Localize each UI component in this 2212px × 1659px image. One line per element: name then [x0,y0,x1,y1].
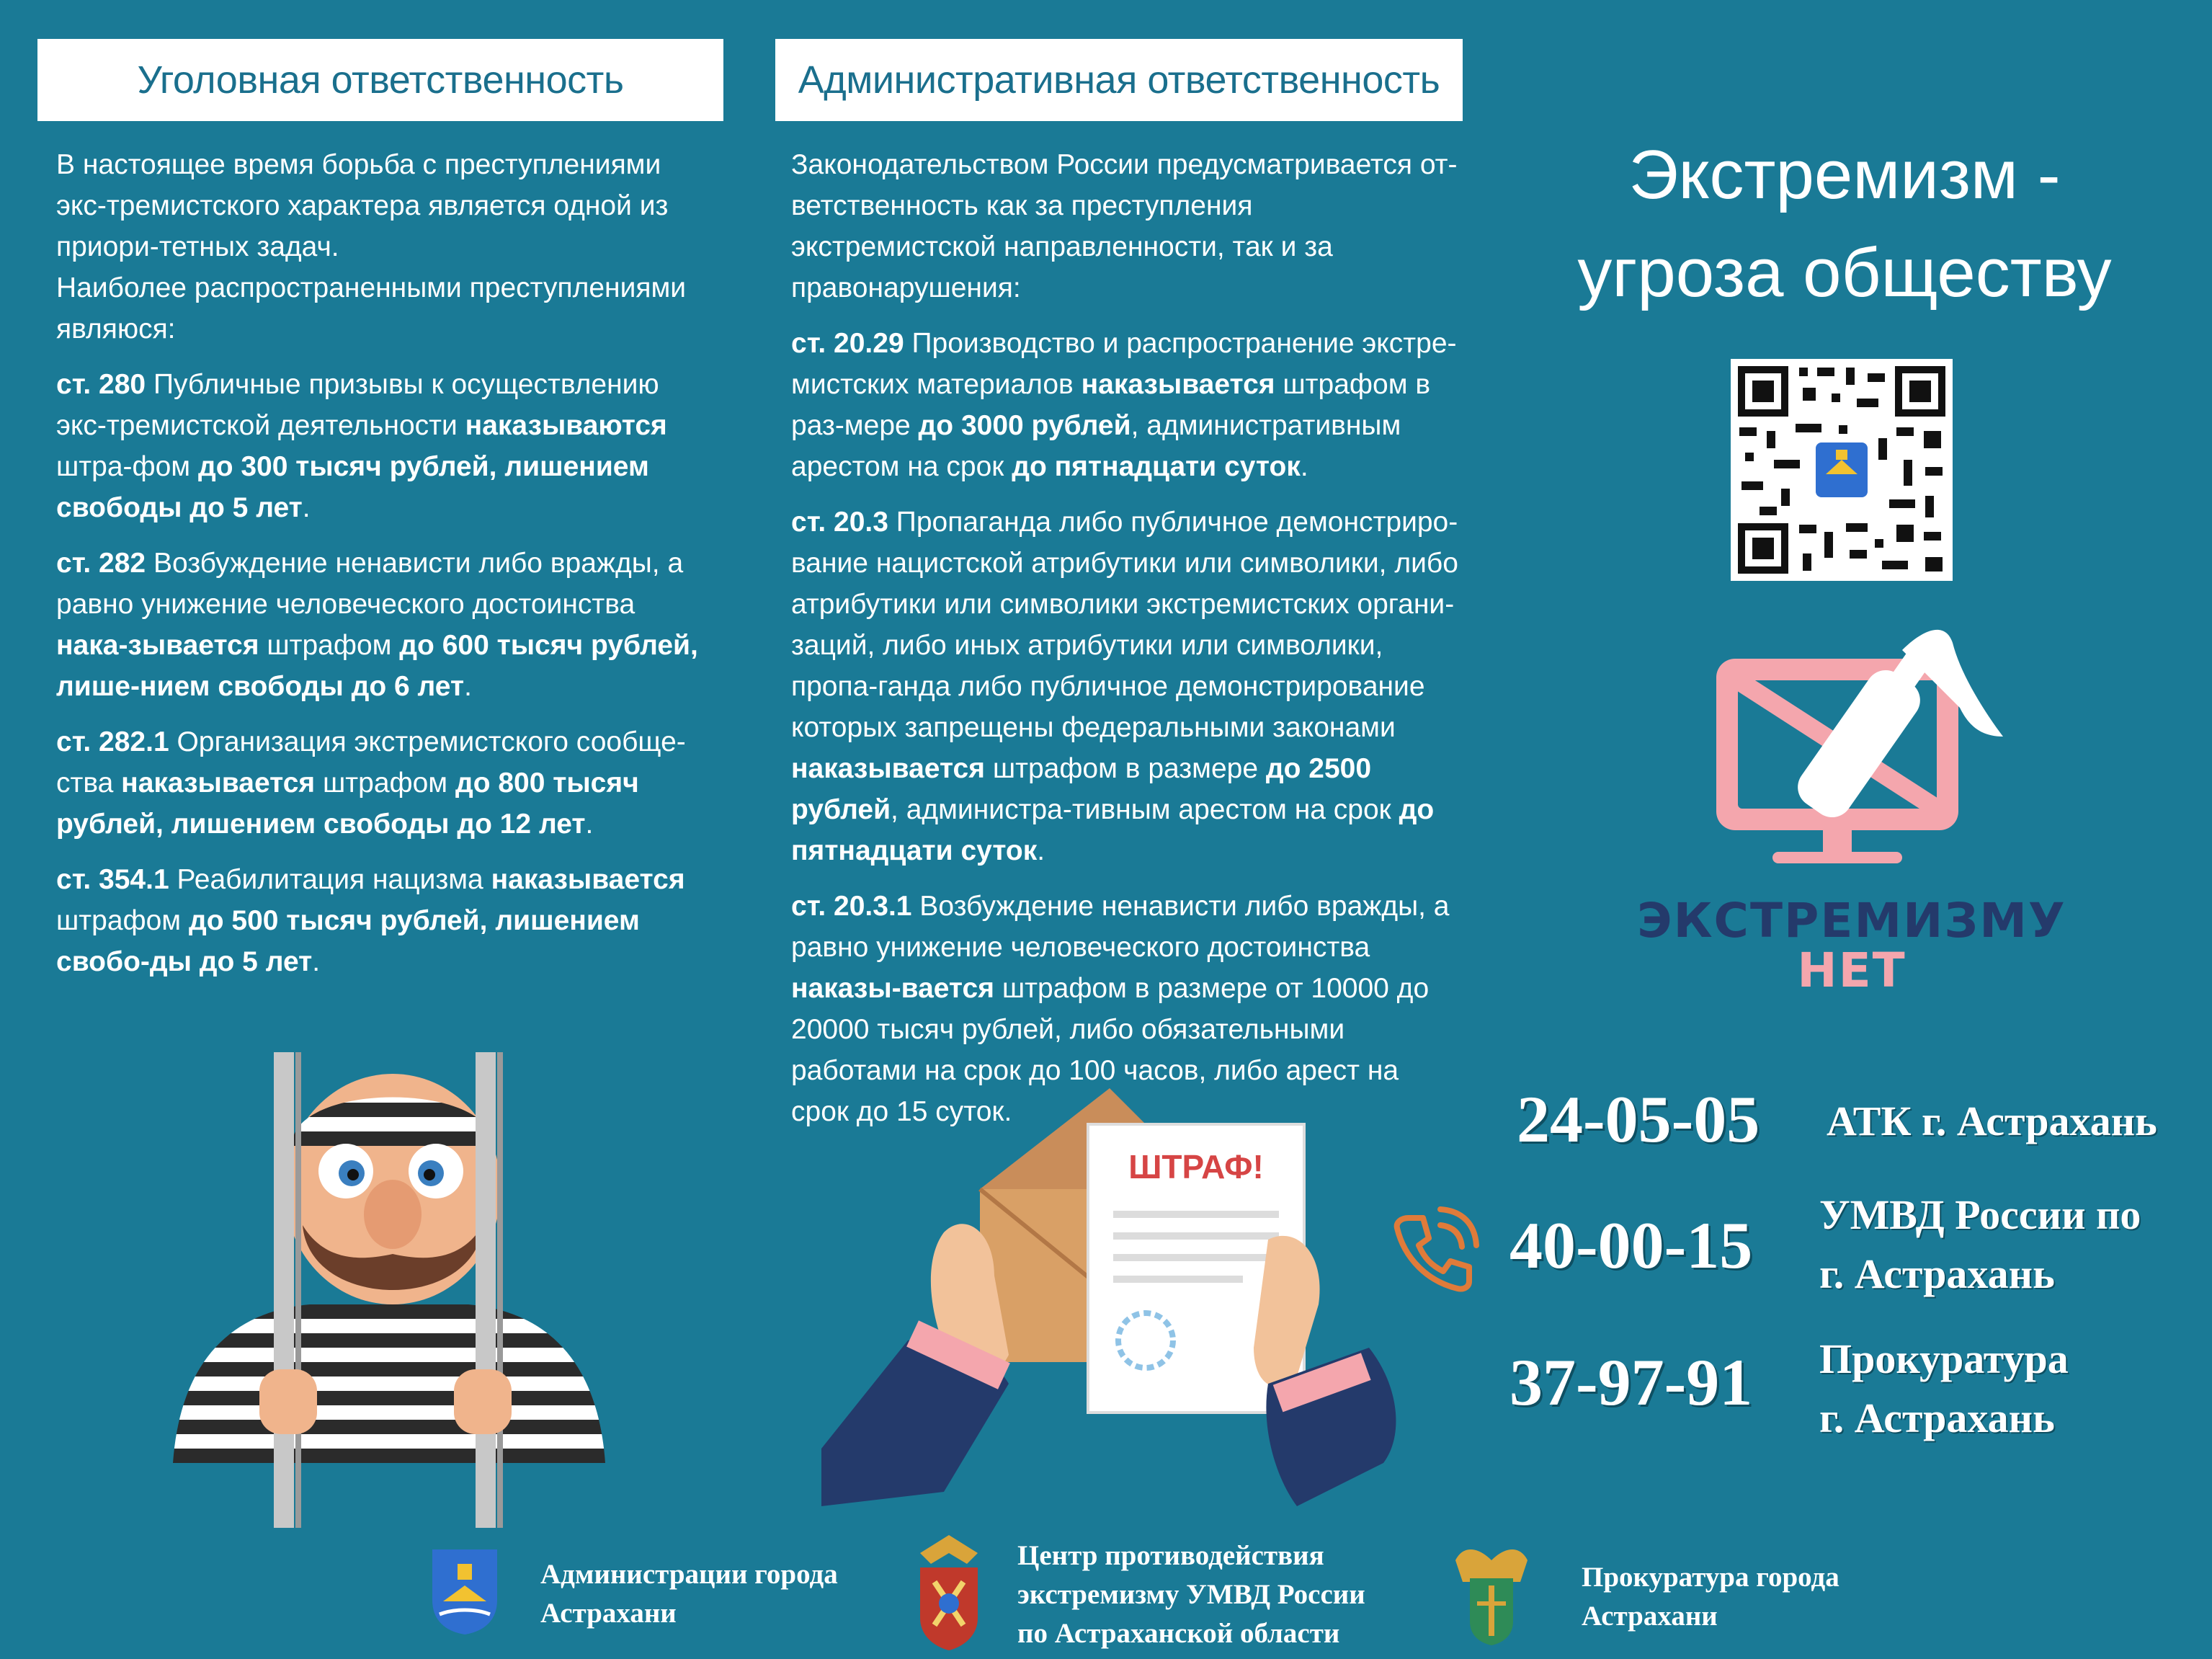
police-emblem-icon [909,1531,989,1654]
prosecutor-emblem-icon [1441,1539,1542,1647]
criminal-article: ст. 354.1 Реабилитация нацизма наказывается штрафом до 500 тысяч рублей, лишением свобо-ды до 5 лет. [56,864,685,977]
criminal-article: ст. 280 Публичные призывы к осуществлению экс-тремистской деятельности наказываются штра-фом до 300 тысяч рублей, лишением свободы до 5 лет. [56,369,667,523]
page-title: Экстремизм - угроза обществу [1577,136,2112,311]
criminal-intro: В настоящее время борьба с преступлениями экс-тремистского характера является одной из приори-тетных задач. Наиболее распространенными преступлениями являюся: [56,149,687,344]
admin-column [791,144,1461,1147]
footer-label-police-center: Центр противодействия экстремизму УМВД России по Астраханской области [1017,1540,1365,1649]
contact-label: УМВД России по г. Астрахань [1819,1191,2141,1297]
contact-label: АТК г. Астрахань [1827,1098,2157,1144]
contact-number: 24-05-05 [1517,1082,1760,1156]
admin-article: ст. 20.3.1 Возбуждение ненависти либо вражды, а равно унижение человеческого достоинства наказы-вается штрафом в размере от 10000 до 20000 тысяч рублей, либо обязательными работами на срок до 100 часов, либо арест на срок до 15 суток. [791,891,1450,1127]
fine-sign-label: ШТРАФ! [1128,1148,1264,1186]
qr-code-icon [1731,359,1953,581]
criminal-column [56,144,712,997]
no-extremism-logo-text: ЭКСТРЕМИЗМУ НЕТ [1637,893,2066,998]
no-extremism-logo-icon [1693,621,2017,909]
admin-heading: Административная ответственность [775,39,1463,121]
footer-label-prosecutor: Прокуратура города Астрахани [1582,1562,1839,1632]
fine-illustration [821,1045,1412,1506]
admin-article: ст. 20.29 Производство и распространение экстре-мистских материалов наказывается штрафом в раз-мере до 3000 рублей, административным арестом на срок до пятнадцати суток. [791,328,1457,482]
contact-number: 40-00-15 [1509,1209,1753,1282]
footer-label-administration: Администрации города Астрахани [540,1559,838,1629]
criminal-heading: Уголовная ответственность [37,39,723,121]
astrakhan-coat-of-arms-icon [425,1542,504,1636]
criminal-article: ст. 282.1 Организация экстремистского сообще-ства наказывается штрафом до 800 тысяч рублей, лишением свободы до 12 лет. [56,726,686,840]
criminal-article: ст. 282 Возбуждение ненависти либо вражды, а равно унижение человеческого достоинства нака-зывается штрафом до 600 тысяч рублей, лише-нием свободы до 6 лет. [56,548,698,702]
admin-intro: Законодательством России предусматривается от-ветственность как за преступления экстремистской направленности, так и за правонарушения: [791,149,1458,303]
admin-article: ст. 20.3 Пропаганда либо публичное демонстриро-вание нацистской атрибутики или символики, либо атрибутики или символики экстремистских органи-заций, либо иных атрибутики или символики, пропа-ганда либо публичное демонстрирование которых запрещены федеральными законами наказывается штрафом в размере до 2500 рублей, администра-тивным арестом на срок до пятнадцати суток. [791,507,1458,866]
contact-number: 37-97-91 [1509,1346,1753,1419]
contact-label: Прокуратура г. Астрахань [1819,1335,2069,1441]
phone-icon [1387,1204,1481,1297]
prisoner-illustration [166,1045,612,1528]
